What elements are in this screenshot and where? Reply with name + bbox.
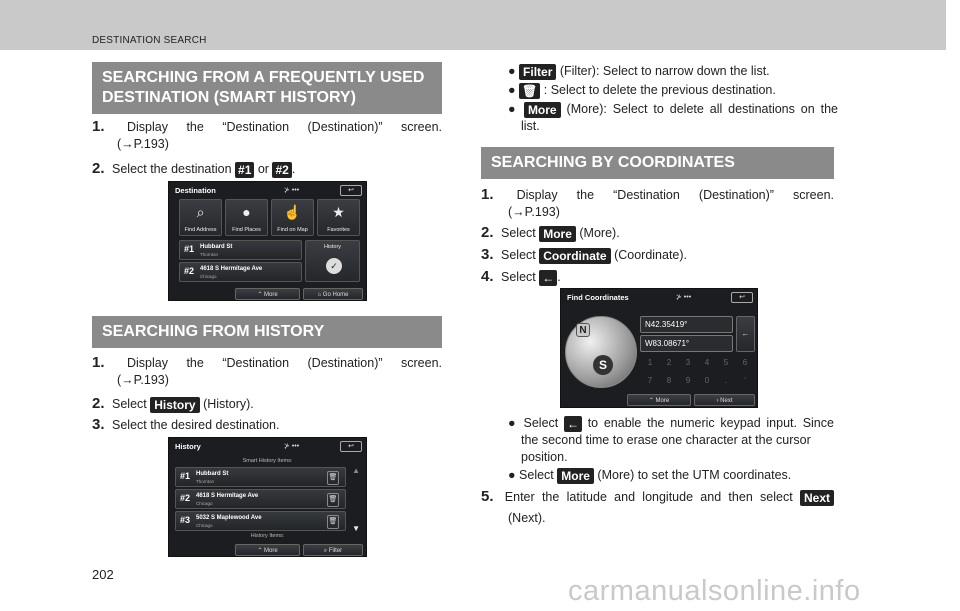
clock-icon: ✓ bbox=[326, 258, 342, 274]
signal-icon: ⊁ ••• bbox=[284, 443, 300, 450]
smart-history-label: Smart History Items: bbox=[242, 458, 293, 464]
step-text: Display the “Destination (Destination)” screen. bbox=[516, 188, 835, 202]
find-places-tile[interactable] bbox=[225, 199, 268, 236]
key-9[interactable]: 9 bbox=[685, 376, 691, 385]
find-on-map-tile[interactable] bbox=[271, 199, 314, 236]
watermark: carmanualsonline.info bbox=[568, 575, 861, 607]
row-index: #3 bbox=[180, 515, 191, 525]
globe-icon bbox=[565, 316, 637, 388]
scroll-down-icon[interactable]: ▼ bbox=[352, 524, 360, 533]
more-tag: More bbox=[524, 102, 561, 118]
step-number: 2. bbox=[92, 395, 105, 412]
key-2[interactable]: 2 bbox=[666, 358, 672, 367]
key-8[interactable]: 8 bbox=[666, 376, 672, 385]
page-number: 202 bbox=[92, 567, 114, 582]
row-index: #2 bbox=[184, 266, 195, 276]
step-text: Select the destination bbox=[112, 162, 232, 176]
search-icon: ⌕ bbox=[323, 548, 328, 554]
more-button[interactable] bbox=[235, 544, 300, 556]
find-address-tile[interactable] bbox=[179, 199, 222, 236]
row-name: 4618 S Hermitage Ave bbox=[200, 266, 263, 272]
history-tile[interactable] bbox=[305, 240, 360, 282]
more-button[interactable] bbox=[235, 288, 300, 300]
or-text: or bbox=[257, 162, 269, 176]
scroll-up-icon[interactable]: ▲ bbox=[352, 466, 360, 475]
step-number: 2. bbox=[481, 224, 494, 241]
key-5[interactable]: 5 bbox=[723, 358, 729, 367]
backspace-button[interactable]: ← bbox=[736, 316, 755, 352]
step-number: 2. bbox=[92, 160, 105, 177]
filter-button[interactable] bbox=[303, 544, 363, 556]
chevron-right-icon: › bbox=[716, 398, 719, 404]
step-number: 3. bbox=[481, 246, 494, 263]
button-label: More bbox=[264, 548, 278, 554]
key-dot[interactable]: . bbox=[724, 376, 728, 385]
smart-history-step-1 bbox=[92, 118, 442, 153]
step-text: Select the desired destination. bbox=[112, 418, 280, 432]
bullet-more: ● More (More): Select to delete all destinations on the list. bbox=[508, 102, 839, 133]
back-arrow-tag: ← bbox=[564, 416, 582, 432]
coords-step-1 bbox=[481, 186, 834, 221]
page-ref: (→P.193) bbox=[117, 373, 169, 387]
key-apostrophe[interactable]: ' bbox=[744, 376, 746, 385]
tile-label: Find on Map bbox=[277, 227, 308, 233]
section-header: DESTINATION SEARCH bbox=[92, 35, 207, 46]
history-step-1 bbox=[92, 354, 442, 389]
screen-title: Destination bbox=[175, 186, 216, 195]
bullet-text: Select bbox=[519, 468, 554, 482]
bullet-filter: ● Filter (Filter): Select to narrow down the list. bbox=[508, 64, 770, 79]
next-button[interactable] bbox=[694, 394, 755, 406]
title-line-2: DESTINATION (SMART HISTORY) bbox=[102, 89, 356, 106]
row-index: #1 bbox=[184, 244, 195, 254]
page-header-bar bbox=[0, 0, 946, 50]
step-number: 4. bbox=[481, 268, 494, 285]
hash2-tag: #2 bbox=[272, 162, 291, 178]
key-0[interactable]: 0 bbox=[704, 376, 710, 385]
step-number: 1. bbox=[92, 118, 105, 135]
bullet-trash: ● 🗑 : Select to delete the previous destination. bbox=[508, 83, 776, 98]
step-text: Select bbox=[501, 270, 536, 284]
step-text: (History). bbox=[203, 397, 254, 411]
longitude-field[interactable]: W83.08671° bbox=[640, 335, 733, 352]
step-text: (Next). bbox=[508, 511, 546, 525]
history-row-2[interactable] bbox=[179, 262, 302, 282]
history-tag: History bbox=[150, 397, 199, 413]
bullet-text: (More) to set the UTM coordinates. bbox=[597, 468, 792, 482]
row-sub: Thornton bbox=[196, 479, 215, 484]
coords-step-2 bbox=[481, 224, 834, 242]
chevron-up-icon: ⌃ bbox=[648, 398, 654, 404]
step-text: Select bbox=[501, 248, 536, 262]
favorites-tile[interactable] bbox=[317, 199, 360, 236]
tile-label: History bbox=[323, 244, 342, 250]
button-label: Filter bbox=[328, 548, 343, 554]
step-text: (Coordinate). bbox=[614, 248, 688, 262]
filter-tag: Filter bbox=[519, 64, 556, 80]
step-text: Display the “Destination (Destination)” screen. bbox=[127, 120, 442, 134]
key-6[interactable]: 6 bbox=[742, 358, 748, 367]
history-step-2 bbox=[92, 395, 442, 413]
chevron-up-icon: ⌃ bbox=[257, 548, 263, 554]
page-ref: (→P.193) bbox=[117, 137, 169, 151]
page-ref: (→P.193) bbox=[508, 205, 560, 219]
tile-label: Find Places bbox=[232, 227, 261, 233]
coords-step-4 bbox=[481, 268, 834, 286]
screen-title: History bbox=[175, 442, 201, 451]
history-list-row-1[interactable] bbox=[175, 467, 346, 487]
north-toggle[interactable]: N bbox=[576, 323, 590, 337]
bullet-text: Select bbox=[523, 416, 559, 430]
back-button[interactable]: ↩ bbox=[731, 292, 753, 303]
key-3[interactable]: 3 bbox=[685, 358, 691, 367]
step-text: Select bbox=[501, 226, 536, 240]
tile-label: Find Address bbox=[184, 227, 217, 233]
row-name: Hubbard St bbox=[196, 471, 229, 477]
south-toggle[interactable]: S bbox=[593, 355, 613, 375]
step-text: Enter the latitude and longitude and then select bbox=[504, 490, 793, 504]
period: . bbox=[291, 162, 296, 176]
tile-label: Favorites bbox=[327, 227, 350, 233]
button-label: Go Home bbox=[322, 292, 349, 298]
key-7[interactable]: 7 bbox=[647, 376, 653, 385]
key-1[interactable]: 1 bbox=[647, 358, 653, 367]
row-sub: Chicago bbox=[200, 274, 217, 279]
bullet-text: (More): Select to delete all destinations on the bbox=[566, 102, 839, 116]
hash1-tag: #1 bbox=[235, 162, 254, 178]
period: . bbox=[557, 270, 561, 284]
history-items-label: History Items: bbox=[250, 533, 285, 539]
history-row-1[interactable] bbox=[179, 240, 302, 260]
sub-bullet-more: ● Select More (More) to set the UTM coordinates. bbox=[508, 468, 792, 483]
back-button[interactable]: ↩ bbox=[340, 441, 362, 452]
bullet-text: : Select to delete the previous destination. bbox=[543, 83, 776, 97]
step-number: 1. bbox=[481, 186, 494, 203]
row-name: 5032 S Maplewood Ave bbox=[196, 515, 262, 521]
trash-icon[interactable]: 🗑 bbox=[327, 493, 339, 507]
coords-step-5 bbox=[481, 488, 834, 527]
button-label: Next bbox=[720, 398, 733, 404]
chevron-up-icon: ⌃ bbox=[257, 292, 263, 298]
star-icon: ★ bbox=[332, 204, 345, 220]
back-button[interactable]: ↩ bbox=[340, 185, 362, 196]
title-line-1: SEARCHING FROM A FREQUENTLY USED bbox=[102, 69, 425, 86]
pin-icon: ● bbox=[242, 204, 251, 220]
button-label: More bbox=[655, 398, 670, 404]
coords-step-3 bbox=[481, 246, 834, 264]
home-icon: ⌂ bbox=[317, 292, 322, 298]
trash-icon[interactable]: 🗑 bbox=[327, 515, 339, 529]
bullet-text: list. bbox=[521, 119, 540, 133]
back-arrow-tag: ← bbox=[539, 270, 557, 286]
history-step-3 bbox=[92, 416, 442, 434]
row-sub: Chicago bbox=[196, 523, 213, 528]
sub-bullet-arrow: ● Select ← to enable the numeric keypad input. Since the second time to erase one character at the cursor position. bbox=[508, 416, 834, 464]
key-4[interactable]: 4 bbox=[704, 358, 710, 367]
bullet-text: to enable the numeric keypad input. Since bbox=[587, 416, 834, 430]
step-text: Display the “Destination (Destination)” screen. bbox=[127, 356, 442, 370]
find-coordinates-screen bbox=[560, 288, 758, 408]
trash-icon[interactable]: 🗑 bbox=[327, 471, 339, 485]
row-index: #1 bbox=[180, 471, 191, 481]
next-tag: Next bbox=[800, 490, 834, 506]
more-tag: More bbox=[539, 226, 576, 242]
button-label: More bbox=[264, 292, 278, 298]
search-icon: ⌕ bbox=[196, 204, 205, 220]
row-sub: Thornton bbox=[200, 252, 219, 257]
step-number: 1. bbox=[92, 354, 105, 371]
history-list-row-2[interactable] bbox=[175, 489, 346, 509]
go-home-button[interactable] bbox=[303, 288, 363, 300]
section-title-history bbox=[92, 316, 442, 348]
screen-title: Find Coordinates bbox=[567, 293, 629, 302]
history-list-row-3[interactable] bbox=[175, 511, 346, 531]
bullet-text: position. bbox=[521, 450, 568, 464]
coordinate-tag: Coordinate bbox=[539, 248, 610, 264]
signal-icon: ⊁ ••• bbox=[284, 187, 300, 194]
title-line: SEARCHING FROM HISTORY bbox=[102, 323, 325, 340]
title-line: SEARCHING BY COORDINATES bbox=[491, 154, 735, 171]
bullet-text: the second time to erase one character at the cursor bbox=[521, 433, 811, 447]
step-number: 5. bbox=[481, 488, 494, 505]
more-button[interactable] bbox=[627, 394, 691, 406]
row-name: Hubbard St bbox=[200, 244, 233, 250]
section-title-coordinates bbox=[481, 147, 834, 179]
section-title-smart-history bbox=[92, 62, 442, 114]
trash-icon: 🗑 bbox=[519, 83, 540, 99]
row-sub: Chicago bbox=[196, 501, 213, 506]
bullet-text: (Filter): Select to narrow down the list. bbox=[559, 64, 770, 78]
step-text: (More). bbox=[579, 226, 620, 240]
more-tag: More bbox=[557, 468, 594, 484]
latitude-field[interactable]: N42.35419° bbox=[640, 316, 733, 333]
destination-screen bbox=[168, 181, 367, 301]
hand-icon: ☝ bbox=[283, 204, 302, 220]
step-text: Select bbox=[112, 397, 147, 411]
step-number: 3. bbox=[92, 416, 105, 433]
signal-icon: ⊁ ••• bbox=[676, 294, 692, 301]
smart-history-step-2 bbox=[92, 160, 442, 178]
history-screen bbox=[168, 437, 367, 557]
row-name: 4618 S Hermitage Ave bbox=[196, 493, 259, 499]
row-index: #2 bbox=[180, 493, 191, 503]
